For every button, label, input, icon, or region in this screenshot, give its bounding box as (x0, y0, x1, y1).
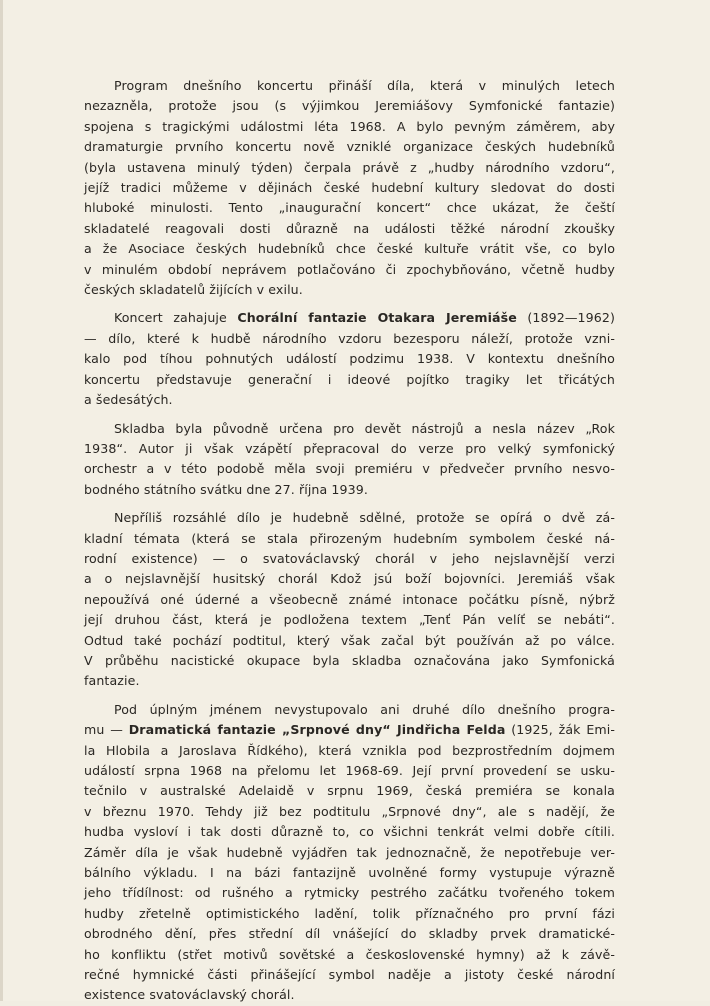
paragraph (84, 419, 615, 501)
text-line: rodní existence) — o svatováclavský chorál v jeho nejslavnější verzi (84, 550, 615, 566)
text-line: ho konfliktu (střet motivů sovětské a československé hymny) až k závě- (84, 946, 615, 962)
paragraph (84, 76, 615, 300)
text-line: jejíž tradici můžeme v dějinách české hudební kultury sledovat do dosti (84, 180, 615, 196)
text-line: Záměr díla je však hudebně vyjádřen tak jednoznačně, že nepotřebuje ver- (84, 844, 615, 860)
text-line: událostí srpna 1968 na přelomu let 1968-69. Její první provedení se usku- (84, 763, 615, 778)
text-segment: mu — (84, 722, 129, 738)
paragraph (84, 308, 615, 410)
text-line: dramaturgie prvního koncertu nově vzniklé organizace českých hudebníků (84, 139, 615, 155)
text-line (84, 308, 615, 328)
text-line: obrodného dění, přes střední díl vnášející do skladby prvek dramatické- (84, 926, 615, 942)
text-line: koncertu představuje generační i ideové pojítko tragiky let třicátých (84, 371, 615, 387)
text-line: v březnu 1970. Tehdy již bez podtitulu „Srpnové dny“, ale s nadějí, že (84, 803, 615, 819)
text-line: Odtud také pochází podtitul, který však začal být používán až po válce. (84, 632, 615, 648)
text-line: — dílo, které k hudbě národního vzdoru bezesporu náleží, protože vzni- (84, 330, 615, 346)
text-line: kalo pod tíhou pohnutých událostí podzimu 1938. V kontextu dnešního (84, 351, 615, 367)
text-line: její druhou část, která je podložena textem „Tenť Pán velíť se nebáti“. (84, 612, 615, 628)
text-line: hluboké minulosti. Tento „inaugurační koncert“ chce ukázat, že čeští (84, 200, 615, 216)
text-line: v minulém období neprávem potlačováno či zpochybňováno, včetně hudby (84, 261, 615, 277)
text-line: (byla ustavena minulý týden) čerpala právě z „hudby národního vzdoru“, (84, 159, 615, 175)
text-line: nezazněla, protože jsou (s výjimkou Jeremiášovy Symfonické fantazie) (84, 98, 615, 114)
text-line: jeho třídílnost: od rušného a rytmicky pestrého začátku tvořeného tokem (84, 885, 615, 901)
text-line (84, 720, 615, 740)
paragraph (84, 508, 615, 692)
page-edge (0, 0, 3, 1001)
text-line: tečnilo v australské Adelaidě v srpnu 1969, česká premiéra se konala (84, 783, 615, 799)
text-line: bálního výkladu. I na bázi fantazijně uvolněné formy vystupuje výrazně (84, 865, 615, 881)
text-line: bodného státního svátku dne 27. října 1939. (84, 481, 368, 497)
document-body (84, 76, 615, 1006)
text-segment: Koncert zahajuje (114, 310, 238, 326)
bold-title: Dramatická fantazie „Srpnové dny“ Jindřicha Felda (128, 722, 506, 738)
text-line: Nepříliš rozsáhlé dílo je hudebně sdělné, protože se opírá o dvě zá- (114, 510, 615, 526)
text-line: spojena s tragickými událostmi léta 1968. A bylo pevným záměrem, aby (84, 118, 615, 134)
text-line: hudby zřetelně optimistického ladění, tolik příznačného pro první fázi (84, 905, 615, 921)
text-line: V průběhu nacistické okupace byla skladba označována jako Symfonická (84, 652, 615, 668)
text-line: kladní témata (která se stala přirozeným hudebním symbolem české ná- (84, 530, 615, 546)
text-line: Program dnešního koncertu přináší díla, která v minulých letech (114, 78, 615, 93)
text-segment: (1892—1962) (516, 310, 615, 326)
text-line: nepoužívá oné úderné a všeobecně známé intonace počátku písně, nýbrž (84, 591, 615, 607)
text-line: českých skladatelů žijících v exilu. (84, 282, 303, 298)
text-line: orchestr a v této podobě měla svoji premiéru v předvečer prvního nesvo- (84, 461, 615, 477)
text-line: 1938“. Autor ji však vzápětí přepracoval do verze pro velký symfonický (84, 440, 615, 456)
text-line: a o nejslavnější husitský chorál Kdož jsú boží bojovníci. Jeremiáš však (84, 571, 615, 587)
text-line: la Hlobila a Jaroslava Řídkého), která vznikla pod bezprostředním dojmem (84, 742, 615, 758)
text-line: rečné hymnické části přinášející symbol naděje a jistoty české národní (84, 967, 615, 983)
text-line: Skladba byla původně určena pro devět nástrojů a nesla název „Rok (114, 420, 615, 436)
text-line: fantazie. (84, 673, 140, 689)
bold-title: Chorální fantazie Otakara Jeremiáše (237, 310, 517, 326)
paragraph (84, 700, 615, 1006)
text-line: a šedesátých. (84, 392, 173, 408)
text-segment: (1925, žák Emi- (505, 722, 615, 738)
text-line: Pod úplným jménem nevystupovalo ani druhé dílo dnešního progra- (114, 701, 615, 717)
text-line: skladatelé reagovali dosti důrazně na události těžké národní zkoušky (84, 220, 615, 236)
text-line: a že Asociace českých hudebníků chce české kultuře vrátit vše, co bylo (84, 241, 615, 257)
text-line: existence svatováclavský chorál. (84, 987, 295, 1003)
text-line: hudba vysloví i tak dosti důrazně to, co všichni tenkrát velmi dobře cítili. (84, 824, 615, 840)
